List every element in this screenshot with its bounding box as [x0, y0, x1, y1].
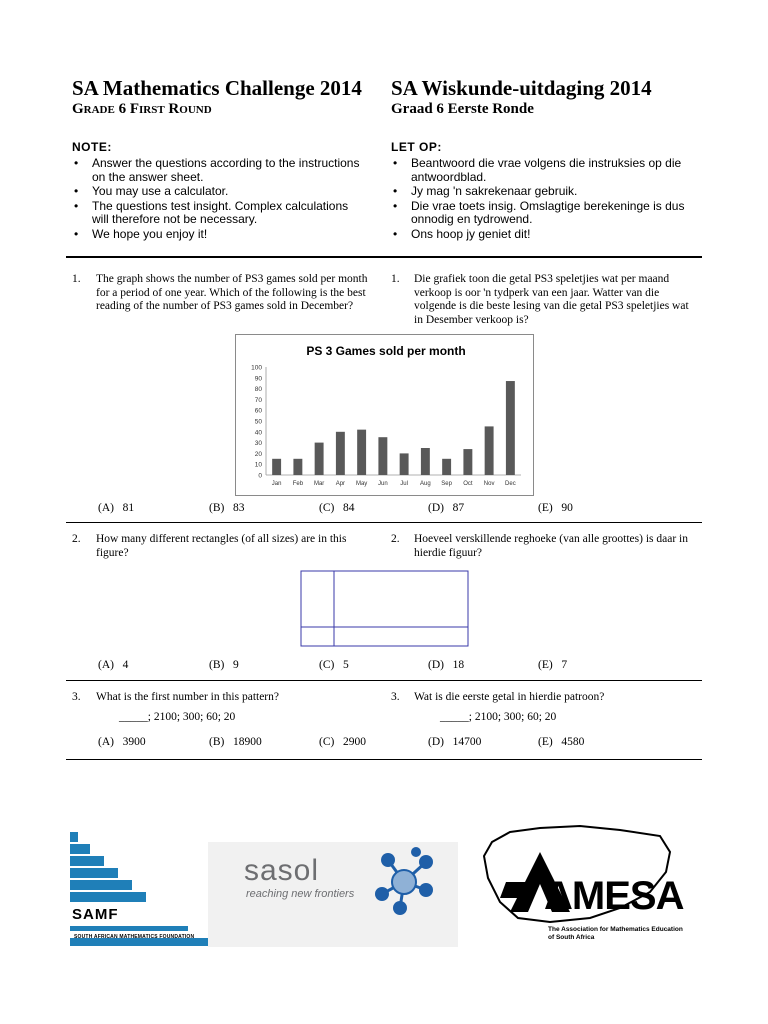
amesa-full-line1: The Association for Mathematics Education	[548, 926, 683, 933]
x-tick-label: Feb	[292, 481, 304, 487]
question-number-af: 3.	[391, 691, 400, 703]
notes-list-af	[391, 157, 691, 242]
samf-name: SAMF	[72, 906, 119, 923]
option-value: 18	[452, 659, 465, 671]
y-tick-label: 70	[254, 396, 262, 404]
chart-bar	[378, 437, 387, 475]
option-b[interactable]	[209, 502, 244, 514]
option-value: 14700	[452, 736, 482, 748]
y-tick-label: 20	[254, 450, 262, 458]
question-number: 1.	[72, 273, 81, 285]
option-label: (A)	[98, 502, 114, 514]
chart-bar	[315, 443, 324, 475]
option-label: (C)	[319, 502, 335, 514]
y-tick-label: 30	[254, 440, 262, 448]
question-text-af: Die grafiek toon die getal PS3 speletjies wat per maand verkoop is oor 'n tydperk van een jaar. Watter van die volgende is die beste lesing van die getal PS3 speletjies wat in Desember verkoop is?	[414, 273, 689, 326]
chart-bar	[442, 459, 451, 475]
question-number-af: 2.	[391, 533, 400, 545]
option-label: (D)	[428, 659, 444, 671]
option-a[interactable]	[98, 659, 128, 671]
y-tick-label: 40	[254, 429, 262, 437]
option-label: (E)	[538, 502, 553, 514]
option-value: 2900	[342, 736, 366, 748]
sasol-logo	[208, 842, 458, 947]
x-tick-label: Nov	[483, 481, 495, 487]
option-label: (B)	[209, 659, 225, 671]
sasol-tagline: reaching new frontiers	[246, 888, 355, 900]
option-c[interactable]	[319, 736, 366, 748]
option-c[interactable]	[319, 502, 354, 514]
option-d[interactable]	[428, 736, 481, 748]
samf-stripes	[68, 830, 228, 950]
notes-list-en	[72, 157, 362, 242]
option-label: (B)	[209, 736, 225, 748]
option-value: 83	[232, 502, 245, 514]
question-text-en: What is the first number in this pattern?	[96, 691, 279, 703]
chart-bar	[485, 426, 494, 475]
samf-full-name: SOUTH AFRICAN MATHEMATICS FOUNDATION	[74, 934, 195, 940]
question-number: 3.	[72, 691, 81, 703]
y-tick-label: 60	[254, 407, 262, 415]
question-divider	[66, 522, 702, 523]
option-value: 5	[342, 659, 349, 671]
samf-logo	[68, 830, 228, 950]
sasol-molecule-icon	[368, 846, 448, 918]
note-item: • Jy mag 'n sakrekenaar gebruik.	[391, 185, 691, 199]
note-heading-af: LET OP:	[391, 140, 442, 154]
x-tick-label: Mar	[313, 481, 325, 487]
question-number: 2.	[72, 533, 81, 545]
option-b[interactable]	[209, 659, 239, 671]
option-c[interactable]	[319, 659, 349, 671]
amesa-logo	[470, 822, 700, 952]
y-tick-label: 50	[254, 418, 262, 426]
option-value: 84	[342, 502, 355, 514]
note-item: • Die vrae toets insig. Omslagtige berekeninge is dus onnodig en tydrowend.	[391, 200, 691, 227]
pattern-en: _____; 2100; 300; 60; 20	[119, 711, 236, 723]
amesa-full-line2: of South Africa	[548, 934, 595, 941]
note-item: • You may use a calculator.	[72, 185, 362, 199]
option-label: (C)	[319, 736, 335, 748]
option-value: 81	[122, 502, 135, 514]
question-text-af: Hoeveel verskillende reghoeke (van alle groottes) is daar in hierdie figuur?	[414, 533, 688, 559]
title-en: SA Mathematics Challenge 2014	[72, 76, 362, 100]
question-text-en: The graph shows the number of PS3 games sold per month for a period of one year. Which of the following is the best reading of the number of PS3 games sold in December?	[96, 273, 368, 312]
option-a[interactable]	[98, 736, 146, 748]
question-divider	[66, 680, 702, 681]
note-item: • Ons hoop jy geniet dit!	[391, 228, 691, 242]
question-divider	[66, 759, 702, 760]
option-value: 90	[561, 502, 573, 514]
note-heading-en: NOTE:	[72, 140, 112, 154]
option-label: (D)	[428, 736, 444, 748]
option-b[interactable]	[209, 736, 262, 748]
x-tick-label: Apr	[335, 481, 346, 487]
option-value: 9	[232, 659, 239, 671]
option-value: 87	[452, 502, 465, 514]
option-value: 7	[561, 659, 568, 671]
y-tick-label: 0	[258, 472, 262, 480]
x-tick-label: Jul	[400, 481, 408, 487]
option-d[interactable]	[428, 502, 464, 514]
chart-bar	[272, 459, 281, 475]
option-label: (D)	[428, 502, 444, 514]
subtitle-af: Graad 6 Eerste Ronde	[391, 101, 534, 117]
option-value: 3900	[122, 736, 146, 748]
chart-bar	[400, 453, 409, 475]
x-tick-label: May	[355, 481, 368, 487]
ps3-sales-chart	[235, 334, 534, 496]
note-item: • The questions test insight. Complex calculations will therefore not be necessary.	[72, 200, 362, 227]
title-af: SA Wiskunde-uitdaging 2014	[391, 76, 652, 100]
x-tick-label: Sep	[441, 481, 452, 487]
y-tick-label: 10	[254, 461, 262, 469]
option-label: (E)	[538, 736, 553, 748]
question-text-en: How many different rectangles (of all sizes) are in this figure?	[96, 533, 347, 559]
outer-rectangle	[301, 571, 468, 646]
chart-title: PS 3 Games sold per month	[306, 344, 466, 358]
note-item: • Answer the questions according to the instructions on the answer sheet.	[72, 157, 362, 184]
option-value: 4	[122, 659, 129, 671]
rectangles-figure	[300, 570, 470, 648]
y-tick-label: 90	[254, 375, 262, 383]
option-label: (C)	[319, 659, 335, 671]
chart-bar	[506, 381, 515, 475]
option-e[interactable]	[538, 736, 584, 748]
header-divider	[66, 256, 702, 258]
chart-bar	[336, 432, 345, 475]
option-label: (B)	[209, 502, 225, 514]
note-item: • We hope you enjoy it!	[72, 228, 362, 242]
x-tick-label: Jan	[271, 481, 282, 487]
option-e[interactable]	[538, 659, 567, 671]
option-a[interactable]	[98, 502, 134, 514]
x-tick-label: Oct	[463, 481, 473, 487]
x-tick-label: Aug	[420, 481, 431, 487]
chart-svg	[236, 335, 533, 495]
y-tick-label: 100	[251, 364, 262, 372]
option-label: (A)	[98, 736, 114, 748]
chart-bar	[463, 449, 472, 475]
chart-bar	[421, 448, 430, 475]
x-tick-label: Dec	[505, 481, 516, 487]
chart-bar	[293, 459, 302, 475]
question-text-af: Wat is die eerste getal in hierdie patroon?	[414, 691, 605, 703]
y-tick-label: 80	[254, 386, 262, 394]
option-value: 4580	[561, 736, 585, 748]
question-number-af: 1.	[391, 273, 400, 285]
amesa-name: AMESA	[544, 874, 684, 918]
x-tick-label: Jun	[378, 481, 388, 487]
option-d[interactable]	[428, 659, 464, 671]
note-item: • Beantwoord die vrae volgens die instruksies op die antwoordblad.	[391, 157, 691, 184]
sasol-name: sasol	[244, 854, 320, 887]
option-label: (E)	[538, 659, 553, 671]
option-label: (A)	[98, 659, 114, 671]
subtitle-en: Grade 6 First Round	[72, 101, 212, 117]
pattern-af: _____; 2100; 300; 60; 20	[440, 711, 557, 723]
option-value: 18900	[232, 736, 262, 748]
option-e[interactable]	[538, 502, 573, 514]
chart-bar	[357, 430, 366, 475]
